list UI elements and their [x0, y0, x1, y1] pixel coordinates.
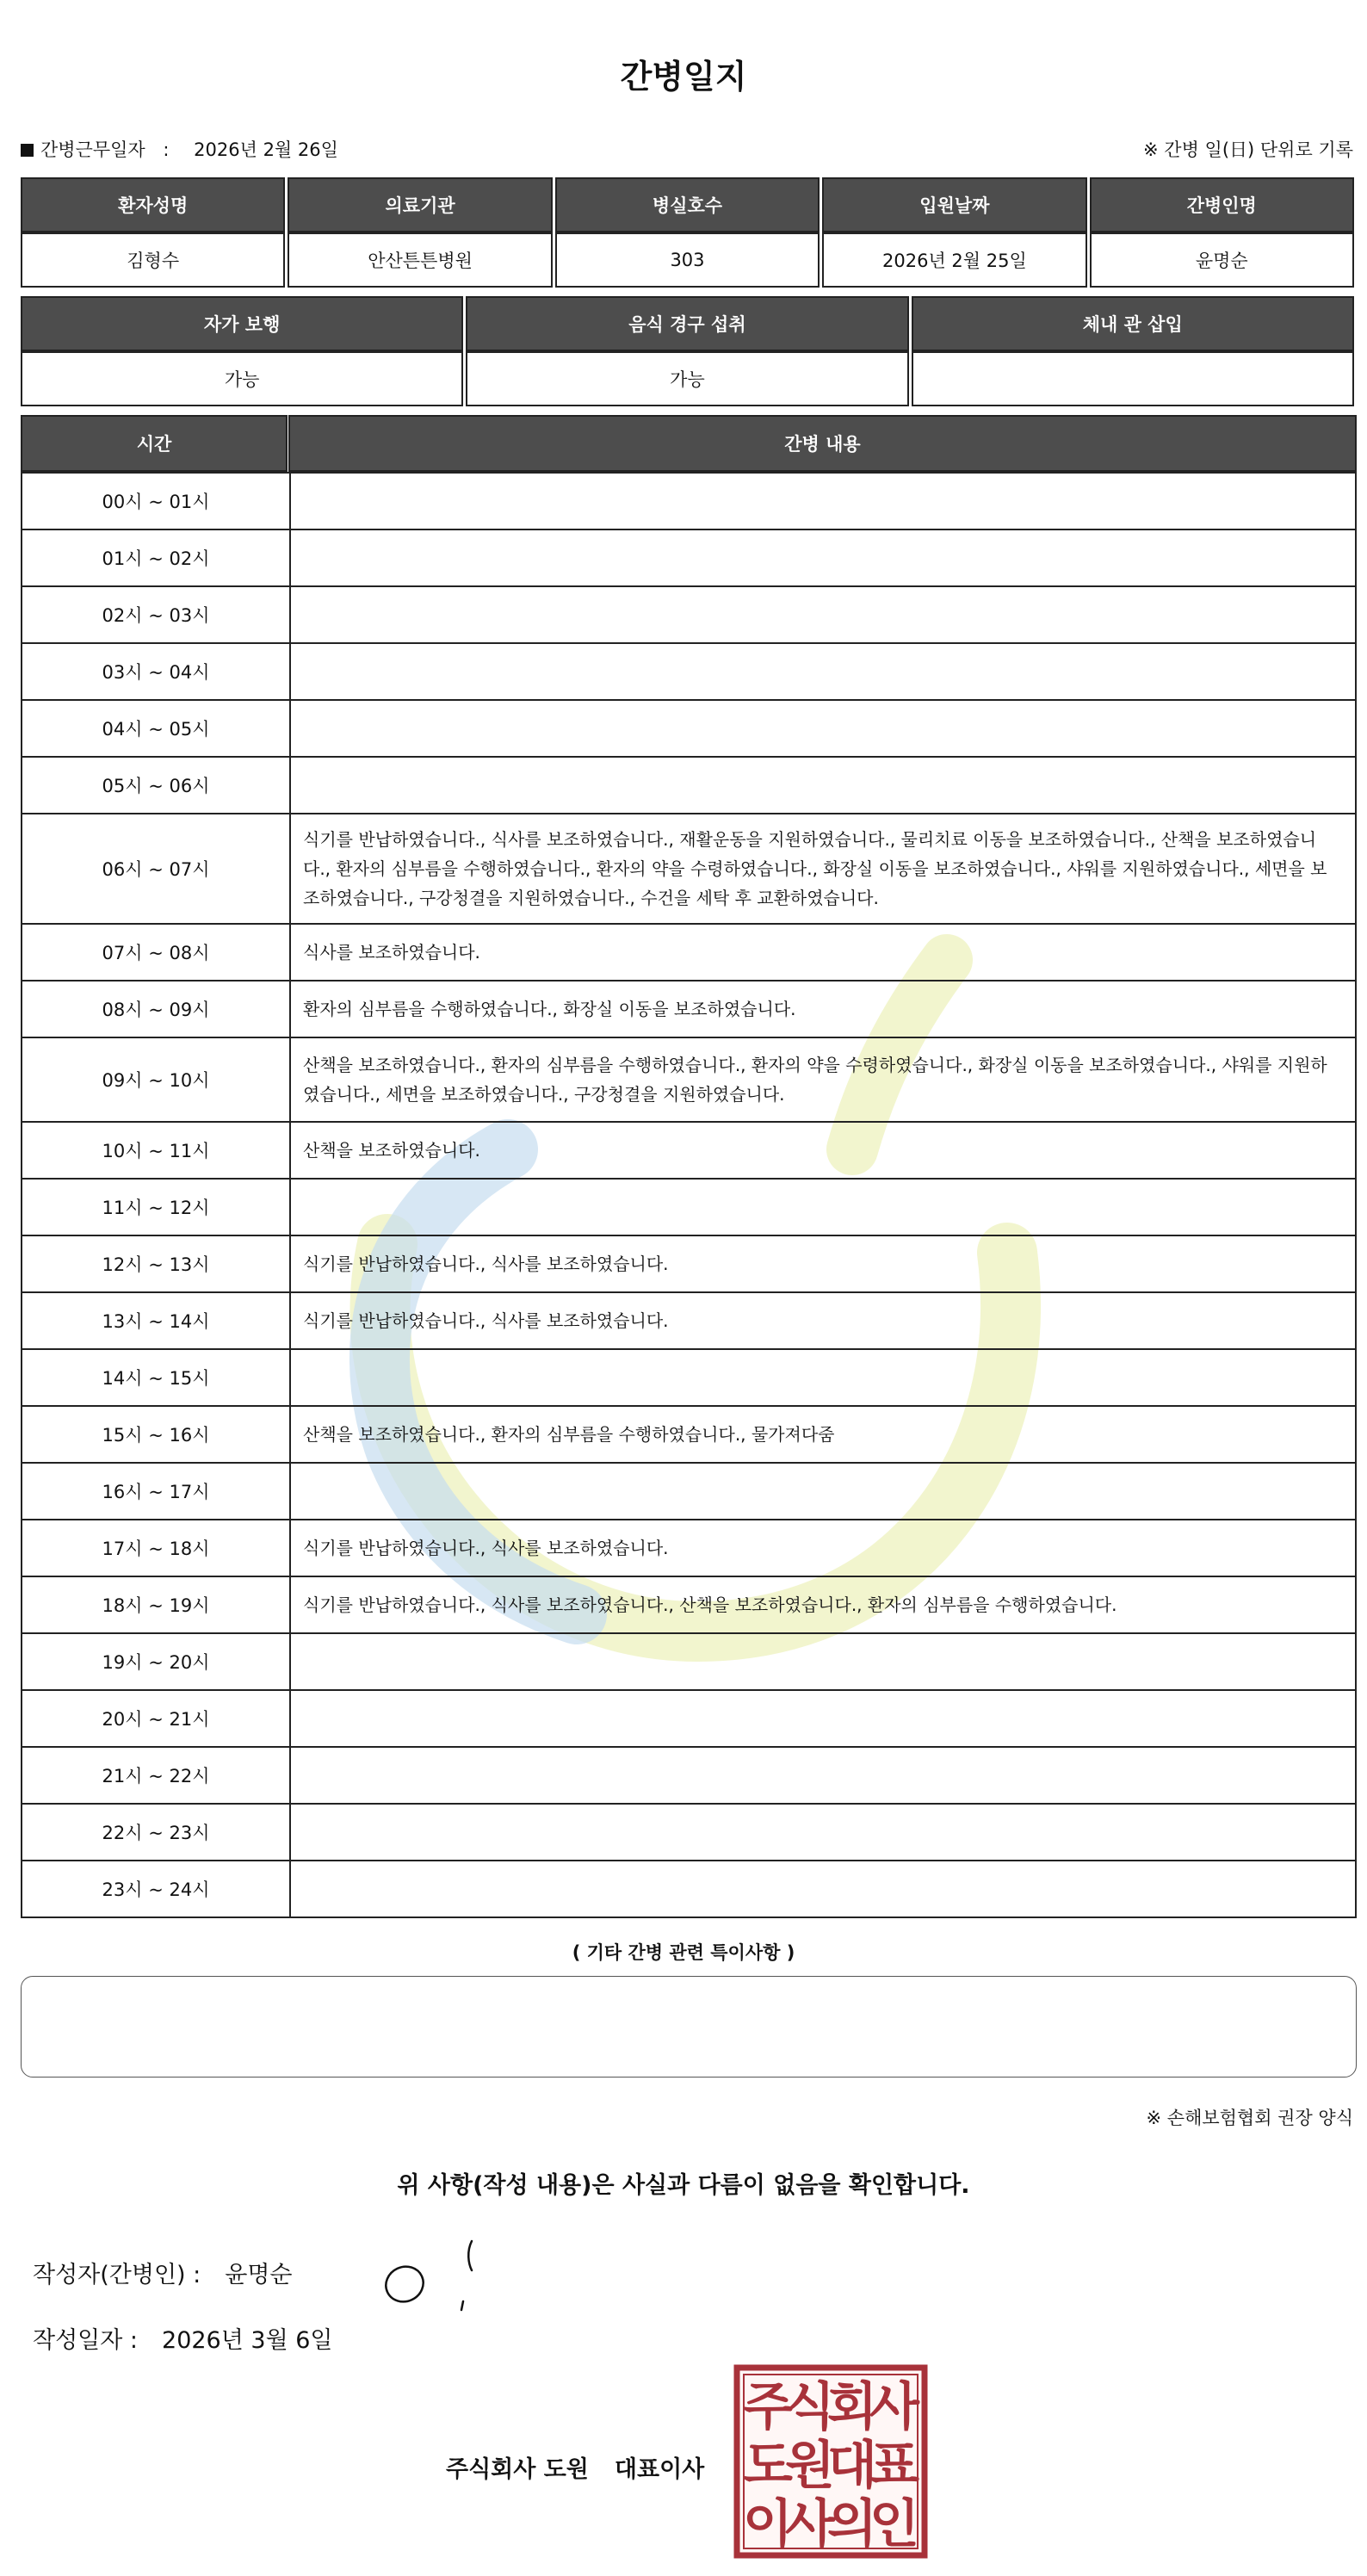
log-row	[21, 1291, 1357, 1350]
log-content-cell[interactable]	[291, 1748, 1355, 1803]
square-bullet-icon	[21, 144, 34, 157]
log-row	[21, 1121, 1357, 1180]
log-time-cell: 21시 ~ 22시	[22, 1748, 291, 1803]
log-row	[21, 1348, 1357, 1407]
log-row	[21, 1405, 1357, 1464]
log-time-cell: 08시 ~ 09시	[22, 981, 291, 1037]
log-content-cell[interactable]	[291, 1407, 1355, 1462]
log-row	[21, 1632, 1357, 1691]
log-content-text: 식사를 보조하였습니다.	[303, 942, 480, 963]
info-header-cell: 환자성명	[21, 177, 285, 232]
work-date	[21, 136, 338, 162]
log-row	[21, 813, 1357, 925]
info-header-cell: 입원날짜	[822, 177, 1086, 232]
log-time-cell: 15시 ~ 16시	[22, 1407, 291, 1462]
log-content-cell[interactable]	[291, 981, 1355, 1037]
log-content-cell[interactable]	[291, 1038, 1355, 1121]
work-date-value: 2026년 2월 26일	[194, 139, 338, 160]
document-title: 간병일지	[620, 58, 747, 96]
log-row	[21, 529, 1357, 587]
company-line	[446, 2450, 704, 2484]
work-date-label: 간병근무일자	[40, 139, 145, 160]
log-time-cell: 10시 ~ 11시	[22, 1123, 291, 1178]
log-content-cell[interactable]	[291, 925, 1355, 980]
log-row	[21, 1803, 1357, 1861]
log-content-cell[interactable]	[291, 1805, 1355, 1860]
log-content-cell[interactable]	[291, 1123, 1355, 1178]
log-time-cell: 14시 ~ 15시	[22, 1350, 291, 1405]
log-time-cell: 05시 ~ 06시	[22, 758, 291, 813]
log-content-text: 식기를 반납하였습니다., 식사를 보조하였습니다.	[303, 1538, 669, 1558]
log-row	[21, 1178, 1357, 1236]
confirmation-statement: 위 사항(작성 내용)은 사실과 다름이 없음을 확인합니다.	[397, 2172, 970, 2199]
seal-glyph: 의	[827, 2494, 877, 2554]
log-content-cell[interactable]	[291, 758, 1355, 813]
seal-glyph: 표	[869, 2436, 919, 2496]
info-value-cell: 303	[555, 232, 820, 288]
status-value-cell: 가능	[466, 351, 908, 406]
special-notes-box[interactable]	[21, 1976, 1357, 2078]
log-row	[21, 472, 1357, 530]
log-header-time: 시간	[21, 415, 288, 472]
log-time-cell: 03시 ~ 04시	[22, 644, 291, 699]
log-content-text: 환자의 심부름을 수행하였습니다., 화장실 이동을 보조하였습니다.	[303, 999, 796, 1019]
log-time-cell: 20시 ~ 21시	[22, 1691, 291, 1746]
log-content-text: 식기를 반납하였습니다., 식사를 보조하였습니다., 재활운동을 지원하였습니다., 물리치료 이동을 보조하였습니다., 산책을 보조하였습니다., 환자의 심부름을 수행하였습니다., 환자의 약을 수령하였습니다., 화장실 이동을 보조하였습니다., 샤워를 지원하였습니다., 세면을 보조하였습니다., 구강청결을 지원하였습니다., 수건을 세탁 후 교환하였습니다.	[303, 829, 1327, 908]
status-header-cell: 음식 경구 섭취	[466, 296, 908, 351]
log-content-cell[interactable]	[291, 1520, 1355, 1576]
log-time-cell: 11시 ~ 12시	[22, 1180, 291, 1235]
handwritten-signature	[370, 2226, 491, 2312]
log-row	[21, 1519, 1357, 1577]
log-time-cell: 19시 ~ 20시	[22, 1634, 291, 1689]
log-content-text: 산책을 보조하였습니다., 환자의 심부름을 수행하였습니다., 물가져다줌	[303, 1424, 835, 1445]
log-time-cell: 13시 ~ 14시	[22, 1293, 291, 1348]
seal-glyph: 사	[869, 2377, 919, 2437]
log-content-cell[interactable]	[291, 701, 1355, 756]
seal-glyph: 인	[869, 2494, 919, 2554]
log-content-cell[interactable]	[291, 587, 1355, 642]
seal-glyph: 주	[743, 2377, 793, 2437]
log-content-cell[interactable]	[291, 530, 1355, 585]
log-time-cell: 16시 ~ 17시	[22, 1464, 291, 1519]
written-date-value: 2026년 3월 6일	[162, 2327, 333, 2354]
log-content-cell[interactable]	[291, 1634, 1355, 1689]
status-header-cell: 자가 보행	[21, 296, 463, 351]
log-row	[21, 923, 1357, 981]
info-value-cell: 김형수	[21, 232, 285, 288]
log-content-cell[interactable]	[291, 1236, 1355, 1291]
log-row	[21, 1689, 1357, 1748]
seal-glyph: 사	[785, 2494, 835, 2554]
log-time-cell: 09시 ~ 10시	[22, 1038, 291, 1121]
info-value-cell: 2026년 2월 25일	[822, 232, 1086, 288]
status-header-cell: 체내 관 삽입	[912, 296, 1354, 351]
log-row	[21, 1037, 1357, 1123]
log-content-text: 식기를 반납하였습니다., 식사를 보조하였습니다., 산책을 보조하였습니다., 환자의 심부름을 수행하였습니다.	[303, 1595, 1117, 1615]
log-content-text: 산책을 보조하였습니다., 환자의 심부름을 수행하였습니다., 환자의 약을 수령하였습니다., 화장실 이동을 보조하였습니다., 샤워를 지원하였습니다., 세면을 보조하였습니다., 구강청결을 지원하였습니다.	[303, 1055, 1327, 1105]
log-time-cell: 23시 ~ 24시	[22, 1861, 291, 1917]
log-time-cell: 17시 ~ 18시	[22, 1520, 291, 1576]
log-content-text: 식기를 반납하였습니다., 식사를 보조하였습니다.	[303, 1254, 669, 1274]
log-content-cell[interactable]	[291, 1293, 1355, 1348]
log-content-cell[interactable]	[291, 1350, 1355, 1405]
log-row	[21, 1462, 1357, 1520]
log-row	[21, 980, 1357, 1038]
log-time-cell: 18시 ~ 19시	[22, 1577, 291, 1632]
written-date-label: 작성일자 :	[33, 2327, 139, 2354]
special-notes-title: ( 기타 간병 관련 특이사항 )	[572, 1942, 795, 1963]
log-content-text: 산책을 보조하였습니다.	[303, 1140, 480, 1161]
log-content-cell[interactable]	[291, 1577, 1355, 1632]
seal-glyph: 도	[743, 2436, 793, 2496]
seal-glyph: 식	[785, 2377, 835, 2437]
log-content-cell[interactable]	[291, 474, 1355, 529]
seal-glyph: 이	[743, 2494, 793, 2554]
log-time-cell: 01시 ~ 02시	[22, 530, 291, 585]
log-content-cell[interactable]	[291, 1691, 1355, 1746]
log-row	[21, 1746, 1357, 1805]
log-time-cell: 02시 ~ 03시	[22, 587, 291, 642]
log-time-cell: 22시 ~ 23시	[22, 1805, 291, 1860]
log-content-cell[interactable]	[291, 814, 1355, 923]
log-row	[21, 699, 1357, 758]
log-row	[21, 1576, 1357, 1634]
log-time-cell: 12시 ~ 13시	[22, 1236, 291, 1291]
seal-glyph: 대	[827, 2436, 877, 2496]
info-value-cell: 안산튼튼병원	[288, 232, 552, 288]
writer-label: 작성자(간병인) :	[33, 2262, 201, 2288]
status-value-cell: 가능	[21, 351, 463, 406]
log-content-text: 식기를 반납하였습니다., 식사를 보조하였습니다.	[303, 1310, 669, 1331]
info-header-cell: 의료기관	[288, 177, 552, 232]
log-content-cell[interactable]	[291, 1861, 1355, 1917]
log-row	[21, 756, 1357, 814]
writer-line	[33, 2256, 293, 2289]
log-time-cell: 06시 ~ 07시	[22, 814, 291, 923]
log-time-cell: 00시 ~ 01시	[22, 474, 291, 529]
status-value-cell	[912, 351, 1354, 406]
log-row	[21, 642, 1357, 701]
log-row	[21, 585, 1357, 644]
log-time-cell: 07시 ~ 08시	[22, 925, 291, 980]
ceo-label: 대표이사	[614, 2456, 705, 2483]
form-note: ※ 손해보험협회 권장 양식	[1146, 2108, 1353, 2128]
log-content-cell[interactable]	[291, 644, 1355, 699]
info-value-cell: 윤명순	[1090, 232, 1354, 288]
company-seal	[733, 2364, 928, 2559]
log-time-cell: 04시 ~ 05시	[22, 701, 291, 756]
seal-glyph: 원	[785, 2436, 835, 2496]
info-header-cell: 간병인명	[1090, 177, 1354, 232]
seal-glyph: 회	[827, 2377, 877, 2437]
log-row	[21, 1860, 1357, 1918]
writer-name: 윤명순	[225, 2262, 293, 2288]
log-content-cell[interactable]	[291, 1464, 1355, 1519]
log-header-content: 간병 내용	[288, 415, 1357, 472]
log-content-cell[interactable]	[291, 1180, 1355, 1235]
company-name: 주식회사 도원	[446, 2456, 589, 2483]
work-date-separator: :	[163, 139, 170, 160]
written-date-line	[33, 2321, 333, 2355]
record-note: ※ 간병 일(日) 단위로 기록	[1143, 139, 1353, 160]
info-header-cell: 병실호수	[555, 177, 820, 232]
log-row	[21, 1235, 1357, 1293]
